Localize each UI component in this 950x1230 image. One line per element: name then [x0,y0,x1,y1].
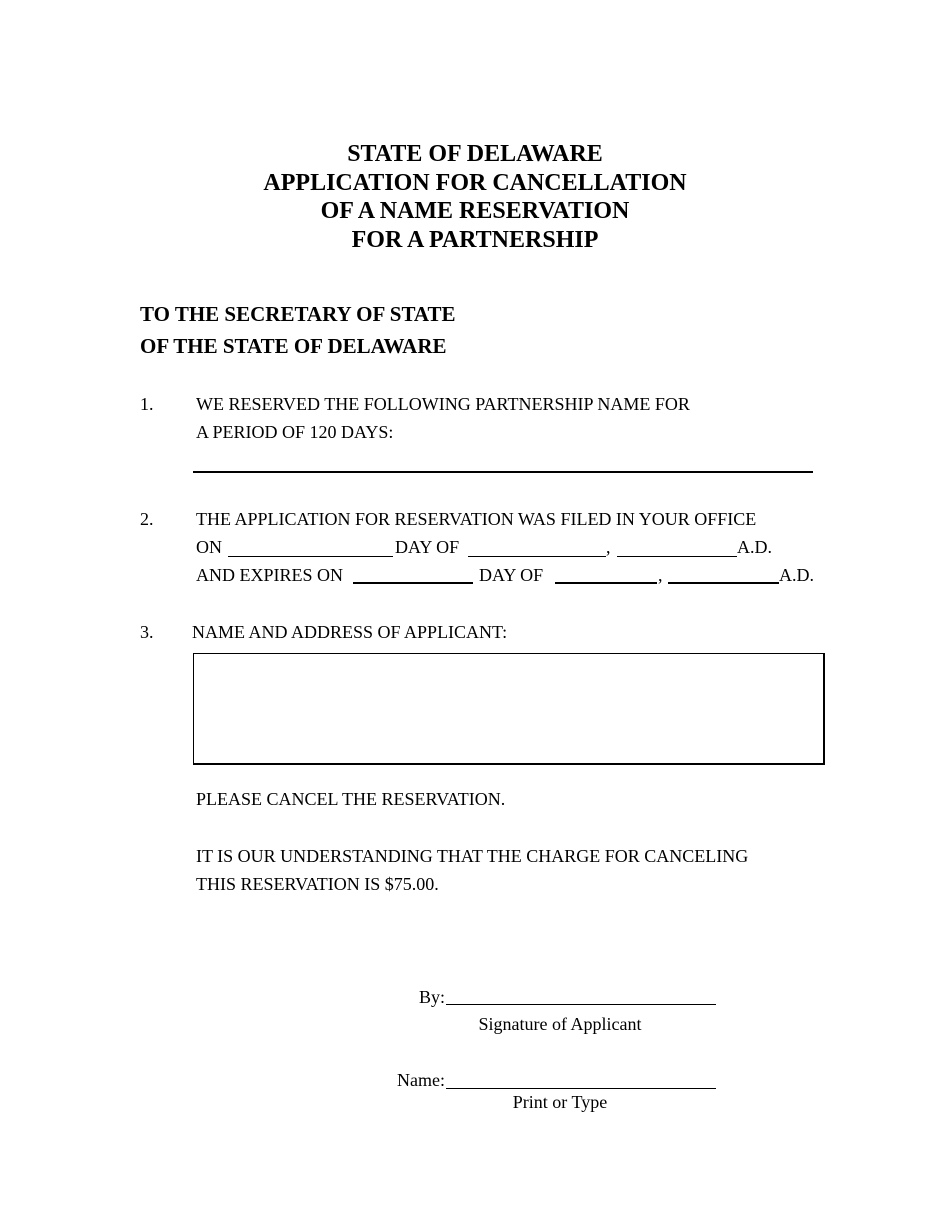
on-label: ON [196,537,222,557]
day-of-label-2: DAY OF [479,565,544,585]
item-1-line-1: WE RESERVED THE FOLLOWING PARTNERSHIP NAME FOR [196,394,690,414]
item-2-line-1: THE APPLICATION FOR RESERVATION WAS FILED IN YOUR OFFICE [196,509,757,529]
item-3-number: 3. [140,622,154,642]
comma-2: , [658,565,663,585]
expires-day-field[interactable] [353,582,473,584]
title-line-4: FOR A PARTNERSHIP [351,226,599,253]
addressee-line-1: TO THE SECRETARY OF STATE [140,302,456,326]
day-of-label-1: DAY OF [395,537,460,557]
printed-name-caption: Print or Type [512,1092,608,1112]
title-line-1: STATE OF DELAWARE [347,141,603,167]
item-2-number: 2. [140,509,154,529]
name-label: Name: [397,1070,445,1090]
charge-line-2: THIS RESERVATION IS $75.00. [196,874,439,894]
title-line-3: OF A NAME RESERVATION [320,198,630,224]
signature-field[interactable] [446,1004,716,1005]
filed-month-field[interactable] [468,556,606,557]
applicant-address-box[interactable] [193,653,825,765]
addressee-line-2: OF THE STATE OF DELAWARE [140,334,447,358]
applicant-label: NAME AND ADDRESS OF APPLICANT: [192,622,508,642]
signature-caption: Signature of Applicant [478,1014,642,1034]
expires-year-field[interactable] [668,582,779,584]
cancel-request-text: PLEASE CANCEL THE RESERVATION. [196,789,506,809]
item-1-line-2: A PERIOD OF 120 DAYS: [196,422,394,442]
expires-month-field[interactable] [555,582,657,584]
printed-name-field[interactable] [446,1088,716,1089]
by-label: By: [419,987,446,1007]
filed-day-field[interactable] [228,556,393,557]
comma-1: , [606,537,611,557]
expires-on-label: AND EXPIRES ON [196,565,344,585]
ad-label-2: A.D. [779,565,814,585]
title-line-2: APPLICATION FOR CANCELLATION [263,169,687,196]
charge-line-1: IT IS OUR UNDERSTANDING THAT THE CHARGE FOR CANCELING [196,846,749,866]
ad-label-1: A.D. [737,537,772,557]
form-title [0,140,950,254]
item-1-number: 1. [140,394,154,414]
partnership-name-field[interactable] [193,471,813,473]
filed-year-field[interactable] [617,556,737,557]
